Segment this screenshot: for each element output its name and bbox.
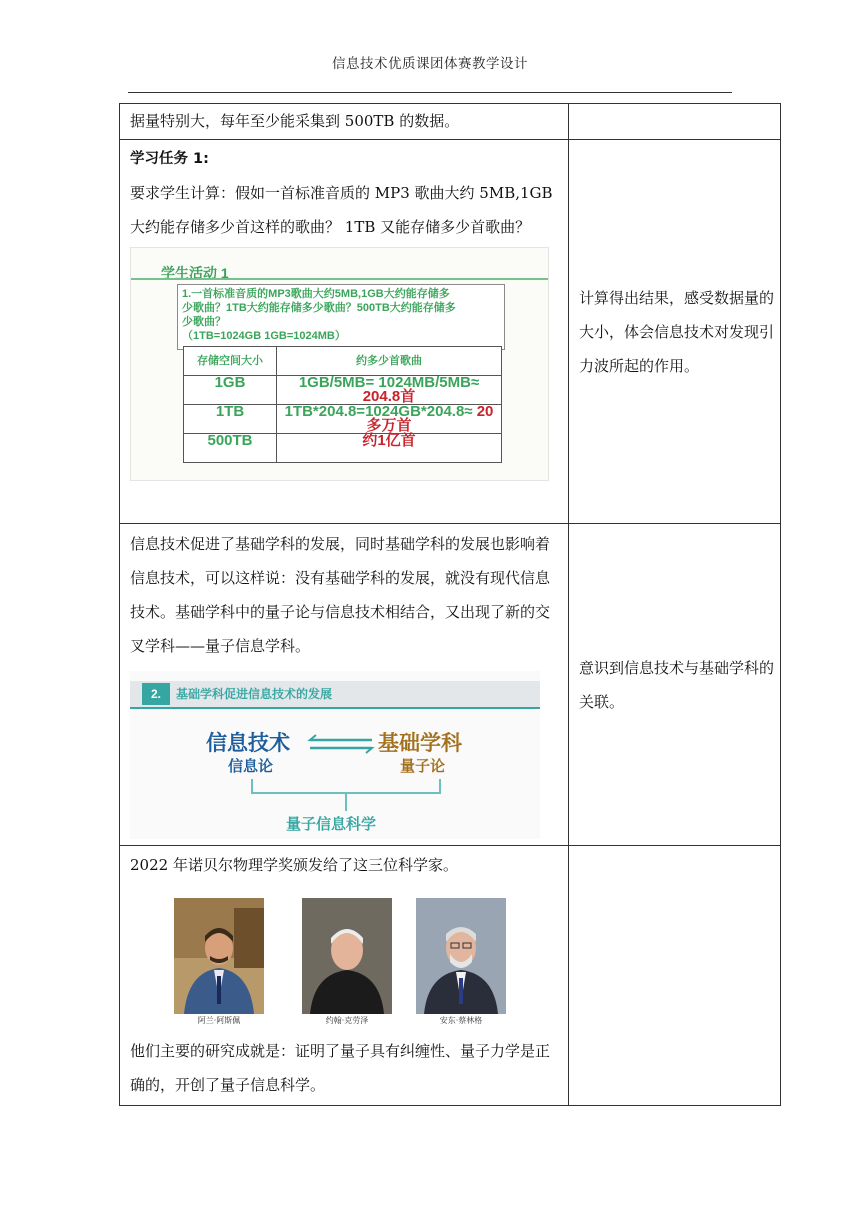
scientist-portrait-image	[416, 898, 506, 1014]
nobel-outro: 他们主要的研究成就是：证明了量子具有纠缠性、量子力学是正确的，开创了量子信息科学。	[130, 1042, 551, 1094]
table-row	[120, 104, 781, 140]
task-text: 要求学生计算：假如一首标准音质的 MP3 歌曲大约 5MB,1GB 大约能存储多少首这样的歌曲？ 1TB 又能存储多少首歌曲？	[130, 184, 553, 236]
discipline-text: 信息技术促进了基础学科的发展，同时基础学科的发展也影响着信息技术，可以这样说：没有基础学科的发展，就没有现代信息技术。基础学科中的量子论与信息技术相结合，又出现了新的交叉学科——量子信息学科。	[130, 535, 551, 655]
slide-divider	[130, 707, 540, 709]
scientist-portrait-image	[302, 898, 392, 1014]
storage-size: 1TB	[184, 405, 277, 434]
page-header: 信息技术优质课团体赛教学设计	[332, 56, 528, 72]
question-line: （1TB=1024GB 1GB=1024MB）	[182, 330, 346, 342]
note-cell	[569, 846, 781, 1106]
connector-bracket-icon	[248, 777, 444, 813]
quantum-info-science-label: 量子信息科学	[286, 815, 377, 833]
double-arrow-icon	[306, 733, 376, 755]
calc-text: 1GB/5MB= 1024MB/5MB≈	[298, 374, 480, 391]
note-text: 意识到信息技术与基础学科的关联。	[579, 658, 775, 711]
table-row	[120, 140, 781, 524]
nobel-intro: 2022 年诺贝尔物理学奖颁发给了这三位科学家。	[130, 856, 458, 874]
activity-slide	[130, 247, 549, 481]
question-line: 少歌曲？	[182, 316, 226, 328]
scientist-caption: 约翰·克劳泽	[325, 1016, 369, 1025]
scientist-caption: 阿兰·阿斯佩	[197, 1016, 241, 1025]
info-tech-label: 信息技术	[206, 731, 290, 755]
content-cell	[120, 846, 569, 1106]
calc-result: 20多万首	[366, 403, 494, 434]
scientist-photo-1	[174, 898, 264, 1014]
task-title: 学习任务 1:	[130, 151, 209, 167]
scientist-photos	[130, 890, 547, 1028]
storage-table-header	[184, 347, 502, 376]
note-cell	[569, 140, 781, 524]
note-cell	[569, 524, 781, 846]
table-row	[120, 524, 781, 846]
slide-number: 2.	[142, 683, 170, 705]
column-header: 存储空间大小	[184, 347, 277, 376]
note-text: 计算得出结果，感受数据量的大小，体会信息技术对发现引力波所起的作用。	[579, 288, 775, 375]
storage-row	[184, 405, 502, 434]
content-cell	[120, 104, 569, 140]
info-theory-label: 信息论	[228, 757, 274, 775]
basic-science-label: 基础学科	[378, 731, 462, 755]
storage-calc	[277, 405, 502, 434]
slide-title: 学生活动 1	[161, 265, 229, 281]
row1-text: 据量特别大，每年至少能采集到 500TB 的数据。	[130, 112, 460, 130]
storage-row	[184, 376, 502, 405]
scientist-photo-2	[302, 898, 392, 1014]
calc-result: 204.8首	[362, 388, 416, 405]
question-box	[177, 284, 505, 350]
storage-size: 500TB	[184, 434, 277, 463]
quantum-theory-label: 量子论	[400, 757, 446, 775]
calc-text: 1TB*204.8=1024GB*204.8≈	[284, 403, 477, 420]
header-rule	[128, 92, 732, 93]
question-line: 少歌曲？1TB大约能存储多少歌曲？500TB大约能存储多	[182, 302, 456, 314]
content-cell	[120, 140, 569, 524]
slide-divider	[131, 278, 548, 280]
question-line: 1.一首标准音质的MP3歌曲大约5MB,1GB大约能存储多	[182, 288, 450, 300]
content-cell	[120, 524, 569, 846]
storage-table	[183, 346, 502, 463]
column-header: 约多少首歌曲	[277, 347, 502, 376]
discipline-slide	[130, 671, 540, 839]
storage-calc	[277, 434, 502, 463]
storage-calc	[277, 376, 502, 405]
note-cell	[569, 104, 781, 140]
storage-row	[184, 434, 502, 463]
slide-title: 基础学科促进信息技术的发展	[176, 687, 333, 701]
storage-size: 1GB	[184, 376, 277, 405]
scientist-caption: 安东·蔡林格	[439, 1016, 483, 1025]
calc-result: 约1亿首	[362, 432, 416, 449]
scientist-portrait-image	[174, 898, 264, 1014]
scientist-photo-3	[416, 898, 506, 1014]
lesson-table	[119, 103, 781, 1106]
table-row	[120, 846, 781, 1106]
